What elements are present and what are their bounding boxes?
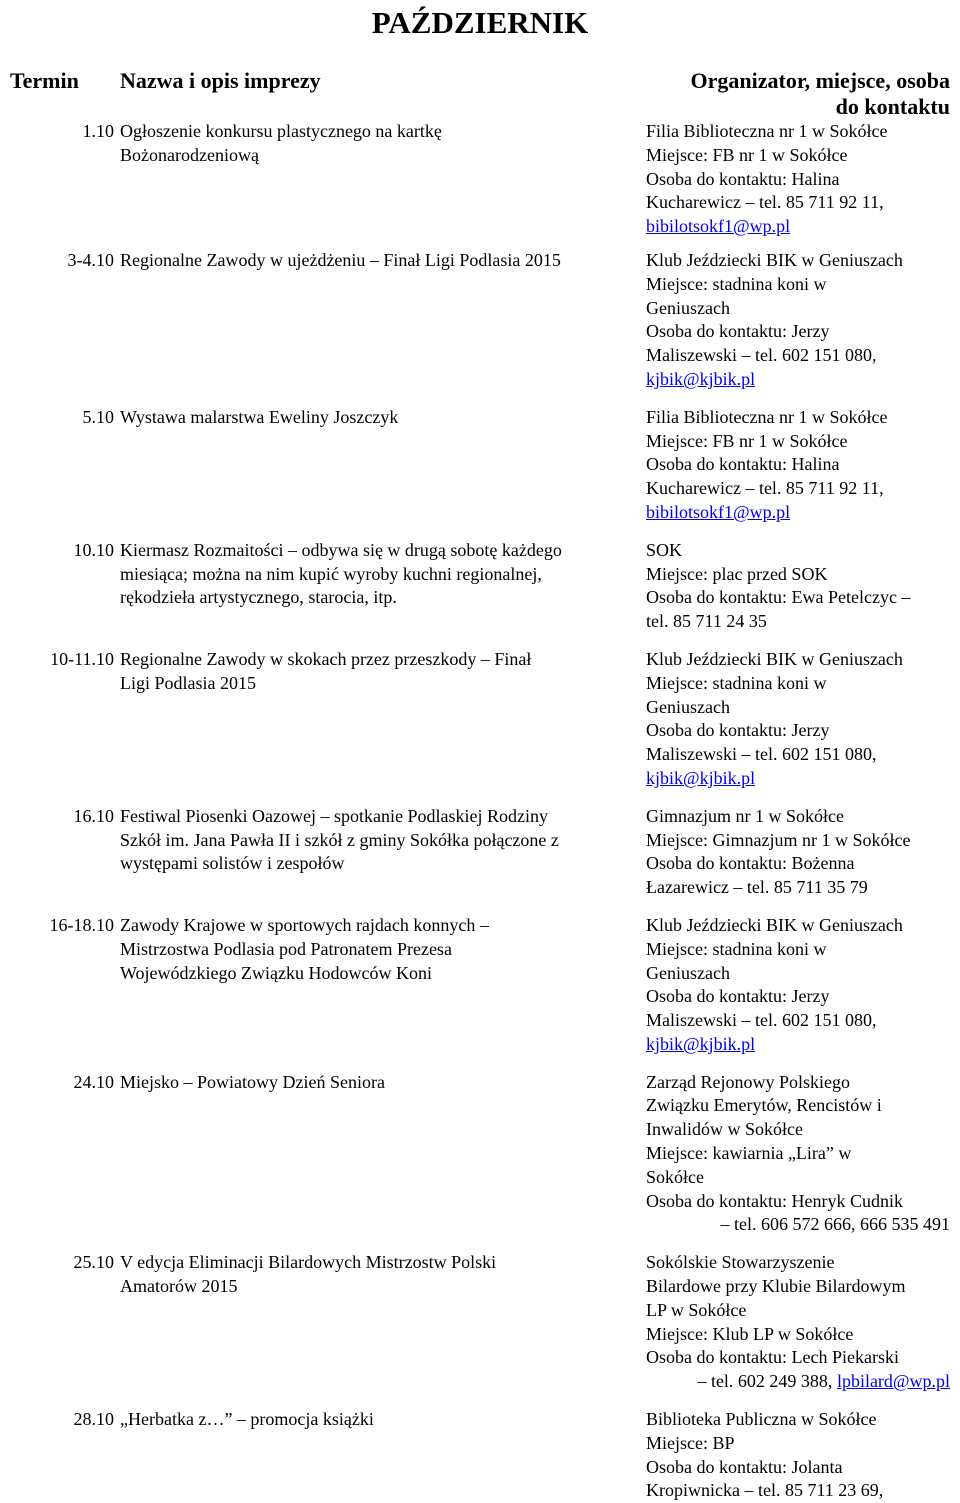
organizer-line: Osoba do kontaktu: Halina <box>646 454 840 475</box>
organizer-line: Osoba do kontaktu: Jerzy <box>646 986 830 1007</box>
organizer-line: Miejsce: FB nr 1 w Sokółce <box>646 144 848 165</box>
header-event: Nazwa i opis imprezy <box>120 68 321 93</box>
table-row <box>0 805 960 914</box>
organizer-line: Maliszewski – tel. 602 151 080, <box>646 345 877 366</box>
organizer-line: Maliszewski – tel. 602 151 080, <box>646 1010 877 1031</box>
table-row <box>0 249 960 406</box>
event-organizer <box>640 914 960 1071</box>
event-date: 25.10 <box>73 1252 114 1273</box>
organizer-line: Klub Jeździecki BIK w Geniuszach <box>646 249 903 270</box>
organizer-line: Osoba do kontaktu: Bożenna <box>646 853 855 874</box>
event-description <box>118 539 640 648</box>
event-description <box>118 648 640 805</box>
event-description-line: Wystawa malarstwa Eweliny Joszczyk <box>120 406 399 427</box>
event-description-line: Bożonarodzeniową <box>120 144 259 165</box>
header-organizer <box>640 62 960 120</box>
event-description-line: występami solistów i zespołów <box>120 853 345 874</box>
table-row <box>0 648 960 805</box>
organizer-email-line <box>646 767 950 791</box>
event-description-line: „Herbatka z…” – promocja książki <box>120 1409 374 1430</box>
event-description-line: Miejsko – Powiatowy Dzień Seniora <box>120 1071 385 1092</box>
organizer-email-link[interactable]: kjbik@kjbik.pl <box>646 767 756 788</box>
organizer-phone-line <box>646 1213 950 1237</box>
event-description-line: miesiąca; można na nim kupić wyroby kuchni regionalnej, <box>120 563 542 584</box>
event-description <box>118 1251 640 1408</box>
event-description <box>118 914 640 1071</box>
event-description-line: Festiwal Piosenki Oazowej – spotkanie Podlaskiej Rodziny <box>120 805 548 826</box>
event-date: 1.10 <box>82 121 114 141</box>
header-organizer-line1: Organizator, miejsce, osoba <box>690 68 950 93</box>
event-description <box>118 805 640 914</box>
event-date: 5.10 <box>82 406 114 427</box>
event-date: 16-18.10 <box>49 914 114 935</box>
table-row <box>0 406 960 539</box>
organizer-line: Miejsce: Gimnazjum nr 1 w Sokółce <box>646 829 911 850</box>
event-description-line: Szkół im. Jana Pawła II i szkół z gminy Sokółka połączone z <box>120 829 559 850</box>
event-description-line: rękodzieła artystycznego, starocia, itp. <box>120 587 397 608</box>
event-date: 24.10 <box>73 1071 114 1092</box>
event-organizer <box>640 1071 960 1252</box>
organizer-line: Filia Biblioteczna nr 1 w Sokółce <box>646 121 888 141</box>
event-description <box>118 249 640 406</box>
organizer-line: Zarząd Rejonowy Polskiego <box>646 1071 850 1092</box>
organizer-line: Kucharewicz – tel. 85 711 92 11, <box>646 192 884 213</box>
organizer-line: Kropiwnicka – tel. 85 711 23 69, <box>646 1480 884 1501</box>
organizer-line: Osoba do kontaktu: Jerzy <box>646 321 830 342</box>
organizer-line: Geniuszach <box>646 297 730 318</box>
organizer-line: Osoba do kontaktu: Jolanta <box>646 1456 843 1477</box>
organizer-line: Maliszewski – tel. 602 151 080, <box>646 744 877 765</box>
organizer-line: Geniuszach <box>646 962 730 983</box>
event-description-line: Regionalne Zawody w skokach przez przeszkody – Finał <box>120 648 532 669</box>
organizer-line: Gimnazjum nr 1 w Sokółce <box>646 805 844 826</box>
event-description-line: Amatorów 2015 <box>120 1276 238 1297</box>
table-header-row <box>0 62 960 120</box>
organizer-line: Miejsce: stadnina koni w <box>646 672 827 693</box>
event-description-line: Ogłoszenie konkursu plastycznego na kartkę <box>120 121 442 141</box>
organizer-phone: – tel. 606 572 666, 666 535 491 <box>720 1214 950 1235</box>
event-organizer <box>640 249 960 406</box>
event-organizer <box>640 1408 960 1503</box>
event-description <box>118 120 640 249</box>
organizer-line: Miejsce: BP <box>646 1432 735 1453</box>
page-title: PAŹDZIERNIK <box>371 5 589 40</box>
table-row <box>0 539 960 648</box>
organizer-line: SOK <box>646 539 683 560</box>
event-description <box>118 1071 640 1252</box>
organizer-line: Osoba do kontaktu: Henryk Cudnik <box>646 1190 903 1211</box>
event-organizer <box>640 406 960 539</box>
organizer-line: Sokólskie Stowarzyszenie <box>646 1252 835 1273</box>
organizer-line: Miejsce: stadnina koni w <box>646 938 827 959</box>
event-description-line: Regionalne Zawody w ujeżdżeniu – Finał Ligi Podlasia 2015 <box>120 249 561 270</box>
table-row <box>0 120 960 249</box>
table-row <box>0 1071 960 1252</box>
organizer-line: Klub Jeździecki BIK w Geniuszach <box>646 914 903 935</box>
event-description-line: Kiermasz Rozmaitości – odbywa się w drugą sobotę każdego <box>120 539 562 560</box>
events-table <box>0 62 960 1503</box>
organizer-line: Miejsce: kawiarnia „Lira” w <box>646 1143 852 1164</box>
organizer-line: Biblioteka Publiczna w Sokółce <box>646 1409 877 1430</box>
table-row <box>0 1251 960 1408</box>
event-organizer <box>640 648 960 805</box>
header-organizer-line2: do kontaktu <box>835 94 950 119</box>
event-description-line: Wojewódzkiego Związku Hodowców Koni <box>120 962 432 983</box>
organizer-email-link[interactable]: kjbik@kjbik.pl <box>646 1033 756 1054</box>
organizer-line: Filia Biblioteczna nr 1 w Sokółce <box>646 406 888 427</box>
organizer-line: Klub Jeździecki BIK w Geniuszach <box>646 648 903 669</box>
organizer-line: Związku Emerytów, Rencistów i <box>646 1095 882 1116</box>
organizer-email-line <box>646 501 950 525</box>
organizer-line: Miejsce: plac przed SOK <box>646 563 828 584</box>
organizer-line: LP w Sokółce <box>646 1299 747 1320</box>
organizer-email-line <box>646 368 950 392</box>
organizer-line: Łazarewicz – tel. 85 711 35 79 <box>646 877 868 898</box>
event-description <box>118 406 640 539</box>
event-organizer <box>640 120 960 249</box>
organizer-email-line <box>646 1033 950 1057</box>
event-date: 3-4.10 <box>67 249 114 270</box>
organizer-line: Bilardowe przy Klubie Bilardowym <box>646 1276 906 1297</box>
organizer-email-link[interactable]: bibilotsokf1@wp.pl <box>646 501 791 522</box>
organizer-phone: – tel. 602 249 388, <box>697 1371 833 1392</box>
event-date: 10-11.10 <box>50 648 114 669</box>
header-date: Termin <box>10 68 79 93</box>
event-description-line: Mistrzostwa Podlasia pod Patronatem Prezesa <box>120 938 452 959</box>
table-row <box>0 1408 960 1503</box>
event-organizer <box>640 1251 960 1408</box>
event-description <box>118 1408 640 1503</box>
organizer-line: Geniuszach <box>646 696 730 717</box>
organizer-email-link[interactable]: bibilotsokf1@wp.pl <box>646 216 791 237</box>
organizer-phone-line <box>646 1370 950 1394</box>
organizer-line: Inwalidów w Sokółce <box>646 1119 803 1140</box>
organizer-line: tel. 85 711 24 35 <box>646 611 767 632</box>
organizer-line: Kucharewicz – tel. 85 711 92 11, <box>646 478 884 499</box>
event-description-line: V edycja Eliminacji Bilardowych Mistrzostw Polski <box>120 1252 497 1273</box>
event-date: 28.10 <box>73 1409 114 1430</box>
organizer-line: Osoba do kontaktu: Ewa Petelczyc – <box>646 587 911 608</box>
organizer-line: Osoba do kontaktu: Lech Piekarski <box>646 1347 899 1368</box>
organizer-email-link[interactable]: lpbilard@wp.pl <box>836 1371 950 1392</box>
organizer-email-link[interactable]: kjbik@kjbik.pl <box>646 368 756 389</box>
organizer-line: Sokółce <box>646 1166 704 1187</box>
event-date: 16.10 <box>73 805 114 826</box>
event-description-line: Ligi Podlasia 2015 <box>120 672 256 693</box>
event-description-line: Zawody Krajowe w sportowych rajdach konnych – <box>120 914 489 935</box>
organizer-email-line <box>646 215 950 239</box>
organizer-line: Miejsce: FB nr 1 w Sokółce <box>646 430 848 451</box>
table-row <box>0 914 960 1071</box>
event-organizer <box>640 539 960 648</box>
organizer-line: Miejsce: stadnina koni w <box>646 273 827 294</box>
event-organizer <box>640 805 960 914</box>
organizer-line: Osoba do kontaktu: Jerzy <box>646 720 830 741</box>
organizer-line: Osoba do kontaktu: Halina <box>646 168 840 189</box>
organizer-line: Miejsce: Klub LP w Sokółce <box>646 1323 854 1344</box>
event-date: 10.10 <box>73 539 114 560</box>
